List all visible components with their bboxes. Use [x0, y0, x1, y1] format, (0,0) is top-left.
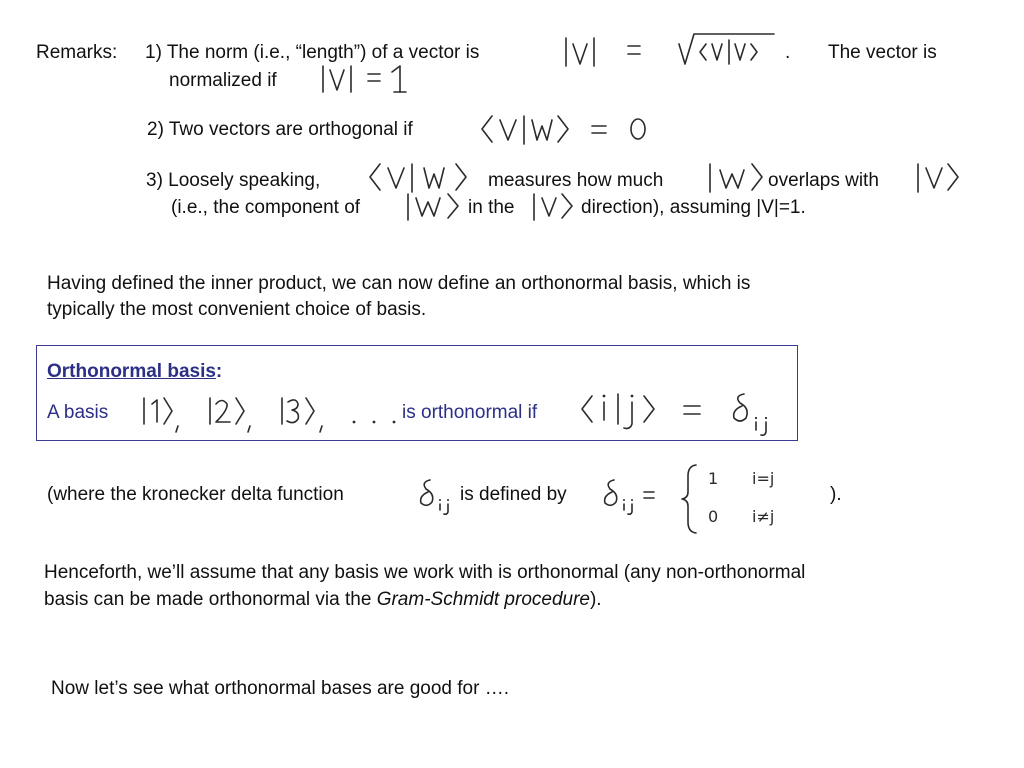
- kronecker-text-a: (where the kronecker delta function: [47, 484, 344, 505]
- remark-1-text: 1) The norm (i.e., “length”) of a vector is: [145, 42, 480, 63]
- handwritten-sqrt-inner-product: [676, 30, 776, 70]
- remark-1-text-b: The vector is: [828, 42, 937, 63]
- remark-1-text-c: normalized if: [169, 70, 277, 91]
- handwritten-norm-equals-one: [318, 62, 428, 96]
- gram-schmidt-term: Gram-Schmidt procedure: [376, 589, 590, 610]
- remark-3-text-c: overlaps with: [768, 170, 879, 191]
- handwritten-brace: [680, 462, 700, 536]
- handwritten-delta-ij-def: [600, 476, 654, 516]
- remark-3-text-b: measures how much: [488, 170, 664, 191]
- remark-2-text: 2) Two vectors are orthogonal if: [147, 119, 413, 140]
- henceforth-line-2-b: ).: [589, 589, 602, 610]
- definition-heading-text: Orthonormal basis: [47, 361, 216, 382]
- remark-3-text-f: direction), assuming |V|=1.: [581, 197, 806, 218]
- handwritten-ket-v: [912, 160, 962, 196]
- handwritten-norm-v: [560, 34, 600, 70]
- handwritten-orthogonal-condition: [478, 112, 658, 148]
- remark-1-period: .: [785, 42, 791, 63]
- intro-line-1: Having defined the inner product, we can now define an orthonormal basis, which is: [47, 273, 751, 294]
- kronecker-text-b: is defined by: [460, 484, 567, 505]
- kronecker-text-c: ).: [830, 484, 842, 505]
- henceforth-line-2: [44, 589, 602, 611]
- handwritten-basis-kets: [140, 394, 402, 434]
- henceforth-line-1: Henceforth, we’ll assume that any basis we work with is orthonormal (any non-orthonormal: [44, 562, 806, 583]
- handwritten-equals: [624, 38, 644, 62]
- handwritten-ket-v-2: [528, 190, 576, 224]
- henceforth-line-2-a: basis can be made orthonormal via the: [44, 589, 377, 610]
- kronecker-case2-value: 0: [708, 507, 719, 526]
- definition-text-a: A basis: [47, 402, 109, 423]
- kronecker-case1-value: 1: [708, 469, 719, 488]
- kronecker-case2-condition: i≠j: [752, 507, 775, 526]
- definition-heading: [47, 361, 222, 383]
- kronecker-case1-condition: i=j: [752, 469, 775, 488]
- remarks-label: Remarks:: [36, 42, 118, 63]
- definition-heading-colon: :: [215, 361, 223, 382]
- definition-text-b: is orthonormal if: [402, 402, 538, 423]
- handwritten-ket-w: [704, 160, 768, 196]
- closing-line: Now let’s see what orthonormal bases are good for ….: [51, 678, 509, 699]
- remark-3-text-a: 3) Loosely speaking,: [146, 170, 321, 191]
- remark-3-text-e: in the: [468, 197, 515, 218]
- handwritten-ket-w-2: [402, 190, 462, 224]
- handwritten-orthonormal-condition: [578, 390, 778, 438]
- intro-line-2: typically the most convenient choice of basis.: [47, 299, 427, 320]
- handwritten-delta-ij: [416, 476, 452, 516]
- remark-3-text-d: (i.e., the component of: [171, 197, 361, 218]
